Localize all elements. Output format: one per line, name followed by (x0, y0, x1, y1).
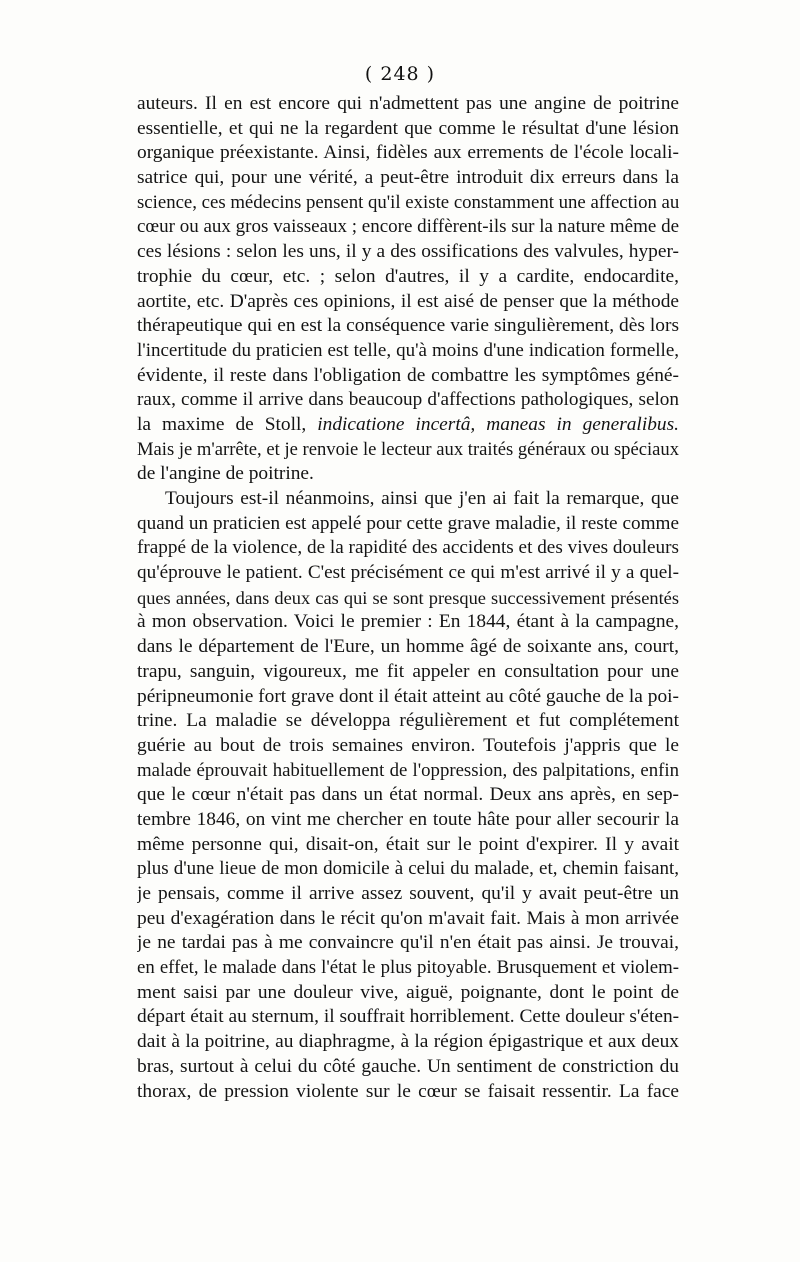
text-line: guérie au bout de trois semaines environ. Toutefois j'appris que le (137, 734, 679, 756)
text-line: aortite, etc. D'après ces opinions, il est aisé de penser que la méthode (137, 290, 679, 312)
text-line: tembre 1846, on vint me chercher en toute hâte pour aller secourir la (137, 808, 679, 830)
text-line: trapu, sanguin, vigoureux, me fit appeler en consultation pour une (137, 660, 679, 682)
text-line: Toujours est-il néanmoins, ainsi que j'en ai fait la remarque, que (165, 488, 679, 509)
text-line: dait à la poitrine, au diaphragme, à la région épigastrique et aux deux (137, 1031, 679, 1053)
text-line: de l'angine de poitrine. (137, 463, 314, 485)
text-line: dans le département de l'Eure, un homme âgé de soixante ans, court, (137, 636, 679, 658)
text-line: je pensais, comme il arrive assez souvent, qu'il y avait peut-être un (137, 883, 679, 904)
text-line: à mon observation. Voici le premier : En 1844, étant à la campagne, (137, 611, 679, 633)
text-line: quand un praticien est appelé pour cette grave maladie, il reste comme (137, 512, 679, 534)
text-line: peu d'exagération dans le récit qu'on m'avait fait. Mais à mon arrivée (137, 907, 679, 929)
text-line: je ne tardai pas à me convaincre qu'il n'en était pas ainsi. Je trouvai, (137, 932, 679, 954)
text-line: trine. La maladie se développa régulièrement et fut complétement (137, 710, 679, 732)
text-line: bras, surtout à celui du côté gauche. Un sentiment de constriction du (137, 1055, 679, 1077)
text-line-with-quote (137, 413, 679, 438)
text-line: thorax, de pression violente sur le cœur se faisait ressentir. La face (137, 1080, 679, 1102)
text-line: Mais je m'arrête, et je renvoie le lecteur aux traités généraux ou spéciaux (137, 438, 679, 460)
text-line: cœur ou aux gros vaisseaux ; encore diffèrent-ils sur la nature même de (137, 216, 679, 238)
text-line: que le cœur n'était pas dans un état normal. Deux ans après, en sep- (137, 784, 679, 806)
text-line: malade éprouvait habituellement de l'oppression, des palpitations, enfin (137, 759, 679, 781)
text-line: qu'éprouve le patient. C'est précisément ce qui m'est arrivé il y a quel- (137, 562, 679, 584)
text-line: thérapeutique qui en est la conséquence varie singulièrement, dès lors (137, 315, 679, 337)
text-line: ces lésions : selon les uns, il y a des ossifications des valvules, hyper- (137, 241, 679, 263)
text-line: satrice qui, pour une vérité, a peut-être introduit dix erreurs dans la (137, 167, 679, 189)
text-line: péripneumonie fort grave dont il était atteint au côté gauche de la poi- (137, 685, 679, 707)
text-line: en effet, le malade dans l'état le plus pitoyable. Brusquement et violem- (137, 957, 679, 979)
text-line: frappé de la violence, de la rapidité des accidents et des vives douleurs (137, 537, 679, 559)
text-line: raux, comme il arrive dans beaucoup d'affections pathologiques, selon (137, 389, 679, 411)
text-line: plus d'une lieue de mon domicile à celui du malade, et, chemin faisant, (137, 858, 679, 880)
text-segment: la maxime de Stoll, (137, 413, 318, 435)
text-line: science, ces médecins pensent qu'il existe constamment une affection au (137, 191, 679, 213)
text-line: ques années, dans deux cas qui se sont presque successivement présentés (137, 587, 679, 608)
text-line: organique préexistante. Ainsi, fidèles aux errements de l'école locali- (137, 142, 679, 164)
text-line: départ était au sternum, il souffrait horriblement. Cette douleur s'éten- (137, 1006, 679, 1028)
text-line: l'incertitude du praticien est telle, qu'à moins d'une indication formelle, (137, 339, 679, 361)
text-line: même personne qui, disait-on, était sur le point d'expirer. Il y avait (137, 833, 679, 855)
text-line: évidente, il reste dans l'obligation de combattre les symptômes géné- (137, 364, 679, 386)
body-text (137, 92, 679, 1104)
text-line: ment saisi par une douleur vive, aiguë, poignante, dont le point de (137, 981, 679, 1003)
text-line: auteurs. Il en est encore qui n'admettent pas une angine de poitrine (137, 93, 679, 114)
latin-quote: indicatione incertâ, maneas in generalibus. (317, 413, 679, 435)
text-line: essentielle, et qui ne la regardent que comme le résultat d'une lésion (137, 117, 679, 139)
text-line: trophie du cœur, etc. ; selon d'autres, il y a cardite, endocardite, (137, 265, 679, 287)
page-number: ( 248 ) (364, 63, 436, 85)
